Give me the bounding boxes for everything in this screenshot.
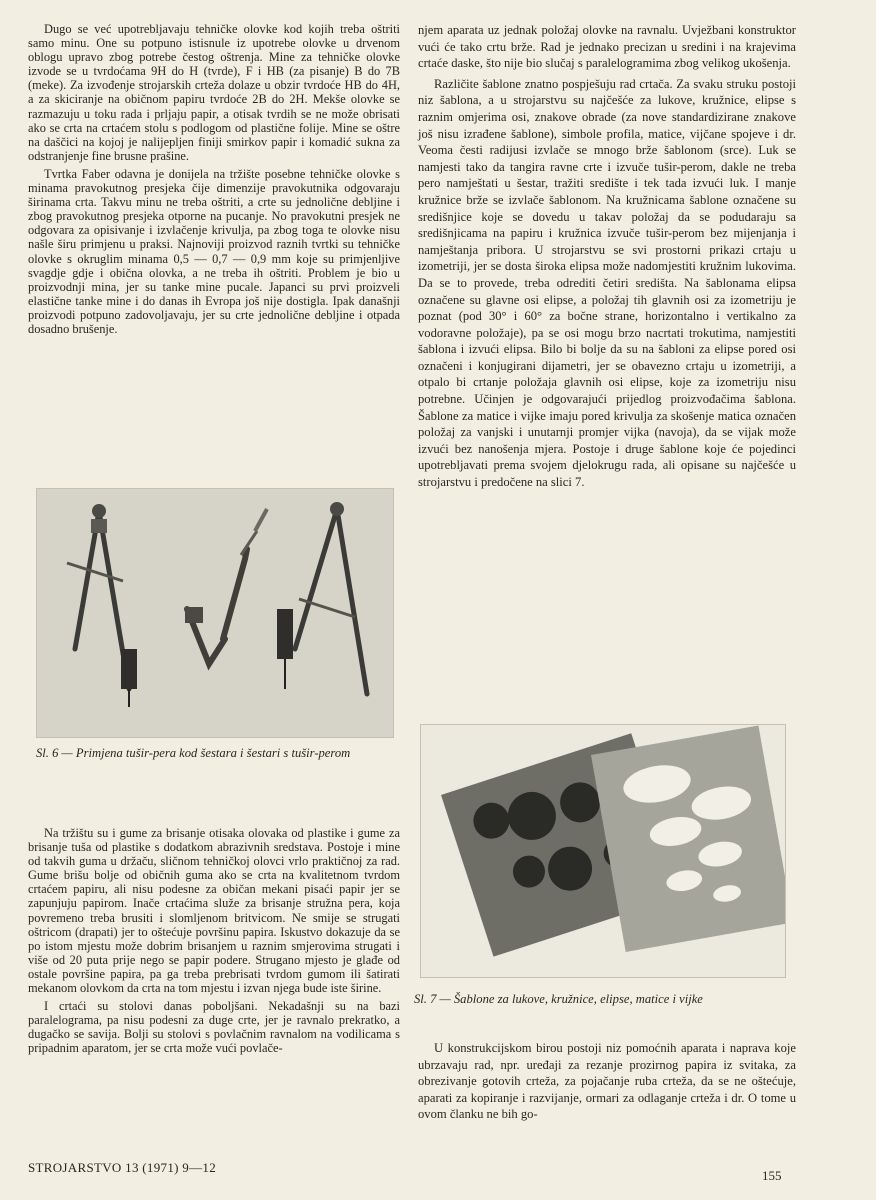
figure-7-caption: Sl. 7 — Šablone za lukove, kružnice, elipse, matice i vijke — [414, 992, 703, 1006]
paragraph: U konstrukcijskom birou postoji niz pomoćnih aparata i naprava koje ubrzavaju rad, npr. uređaji za rezanje prozirnog papira iz svitaka, za obrezivanje gotovih crteža, za pojačanje ruba crteža, da se ne oštećuje, aparati za kopiranje i razvijanje, ormari za odlaganje crteža i dr. O tome u ovom članku ne bih go- — [418, 1041, 796, 1122]
figure-7-image — [420, 724, 786, 978]
left-column-top — [28, 22, 400, 340]
page-number: 155 — [762, 1168, 782, 1183]
paragraph: Na tržištu su i gume za brisanje otisaka olovaka od plastike i gume za brisanje tuša od plastike s dodatkom abrazivnih sredstava. Postoje i mine od takvih guma u držaču, sličnom tehničkoj olovci vrlo praktičnoj za rad. Gume brišu bolje od običnih guma ako se crta na kvalitetnom tvrdom crtaćem papiru, ali nisu podesne za običan mekani pisaći papir jer se zapunjuju papirom. Inače crtaćima služe za brisanje stružna pera, koja povremeno treba brusiti i slomljenom britvicom. Ne smije se strugati oštricom (drapati) jer to oštećuje površinu papira. Iskustvo dokazuje da se po istom mjestu može dobrim brisanjem u raznim smjerovima strugati i više od 20 puta prije nego se papir podere. Strugano mjesto je glađe od ostale površine papira, pa ga treba prebrisati tvrdom gumom ili šatirati mekanom olovkom da crta na tom mjestu i izvan njega bude iste širine. — [28, 826, 400, 996]
templates-photo — [421, 725, 785, 977]
right-column-bottom — [418, 1040, 796, 1127]
figure-6-image — [36, 488, 394, 738]
paragraph: I crtaći su stolovi danas poboljšani. Nekadašnji su na bazi paralelograma, pa nisu podesni za duge crte, jer je ravnalo prekratko, a dugačko se savija. Bolji su stolovi s povlačnim ravnalom na vodilicama s pripadnim aparatom, jer se crta može vući povlače- — [28, 999, 400, 1056]
journal-footer: STROJARSTVO 13 (1971) 9—12 — [28, 1160, 217, 1175]
figure-6-caption: Sl. 6 — Primjena tušir-pera kod šestara i šestari s tušir-perom — [36, 746, 351, 760]
paragraph: Dugo se već upotrebljavaju tehničke olovke kod kojih treba oštriti samo minu. One su potpuno istisnule iz upotrebe olovke u drvenom oblogu upravo zbog potrebe čestog oštrenja. Mine za tehničke olovke izvode se u tvrdoćama 9H do H (tvrde), F i HB (za pisanje) B do 7B (meke). Za izvođenje strojarskih crteža dolaze u obzir tvrdoće HB do 4H, a za skiciranje na običnom papiru tvrdoće 2B do 2H. Mekše olovke se razmazuju u toku rada i prljaju papir, a otisak tvrdih se ne može obrisati ako se crta na crtaćem stolu s podlogom od plastične folije. Mine se oštre na daščici na kojoj je nalijepljen finiji smirkov papir i komadić sukna za odstranjenje fine brusne prašine. — [28, 22, 400, 163]
compass-photo — [37, 489, 393, 737]
left-column-bottom — [28, 826, 400, 1060]
right-column-top — [418, 22, 796, 495]
paragraph: njem aparata uz jednak položaj olovke na ravnalu. Uvježbani konstruktor vući će tako crtu brže. Rad je jednako precizan u sredini i na krajevima crtaće daske, što nije bio slučaj s paralelogramima zbog velikog ukošenja. — [418, 23, 796, 71]
paragraph: Različite šablone znatno pospješuju rad crtača. Za svaku struku postoji niz šablona, a u strojarstvu su najčešće za lukove, kružnice, elipse s raznim omjerima osi, znakove obrade (za nove standardizirane znakove još nisu izrađene šablone), simbole profila, matice, vijčane spojeve i dr. Veoma česti radijusi izvlače se mnogo brže šablonom (srce). Luk se namjesti tako da tangira ravne crte i izvuče tušir-perom, dakle ne treba pero namještati u šestar, tražiti središte i tek tada izvući luk. I manje kružnice brže se izvlače šablonom. Na kružnicama šablone označene su središnjice koje se dovedu u takav položaj da se podudaraju sa središnjicama na papiru i kružnica izvuče tušir-perom bez mijenjanja i namještanja pribora. U strojarstvu se svi prostorni prikazi crtaju u izometriji, jer se dosta široka elipsa može nadomjestiti kružnim lukovima. Da se to provede, treba odrediti četiri središta. Na šablonama elipsa označene su glavne osi elipse, a položaj tih glavnih osi za izometriju je poznat (pod 30° i 60° za bočne strane, horizontalno i vertikalno za vodoravne položaje), pa se osi mogu brzo nacrtati trokutima, namjestiti šablona i izvući elipsa. Bilo bi bolje da su na šabloni za elipse pored osi označeni i konjugirani dijametri, jer se obavezno crtaju u izometriji, a otpalo bi crtanje položaja glavnih osi elipse, koje za izometriju nisu potrebne. Učinjen je odgovarajući prijedlog proizvođačima šablona. Šablone za matice i vijke imaju pored krivulja za skošenje matica označen položaj za vanjski i unutarnji promjer vijka (navoja), da se vijak može izvući bez nanošenja mjera. Postoje i druge šablone koje će pojedinci upotrebljavati prema svojem djelokrugu rada, ali opisane su najčešće u strojarstvu i predočene na slici 7. — [418, 76, 796, 490]
paragraph: Tvrtka Faber odavna je donijela na tržište posebne tehničke olovke s minama pravokutnog presjeka čije dimenzije pravokutnika odgovaraju širinama crta. Takvu minu ne treba oštriti, a crte su jednolične debljine i zbog pravokutnog presjeka otporne na pucanje. No pravokutni presjek ne odgovara za opisivanje i izvlačenje krivulja, pa zbog toga te olovke nisu našle širu primjenu u praksi. Najnoviji proizvod raznih tvrtki su tehničke olovke s okruglim minama 0,5 — 0,7 — 0,9 mm koje su primjenljive svagdje gdje i obična olovka, a ne treba ih oštriti. Problem je bio u proizvodnji mina, jer su tanke mine pucale. Japanci su prvi proizveli elastične tanke mine i do danas ih Evropa još nije dostigla. Ipak današnji proizvodi potpuno zadovoljavaju, jer su crte jednolične debljine i otpada dosadno brušenje. — [28, 166, 400, 336]
